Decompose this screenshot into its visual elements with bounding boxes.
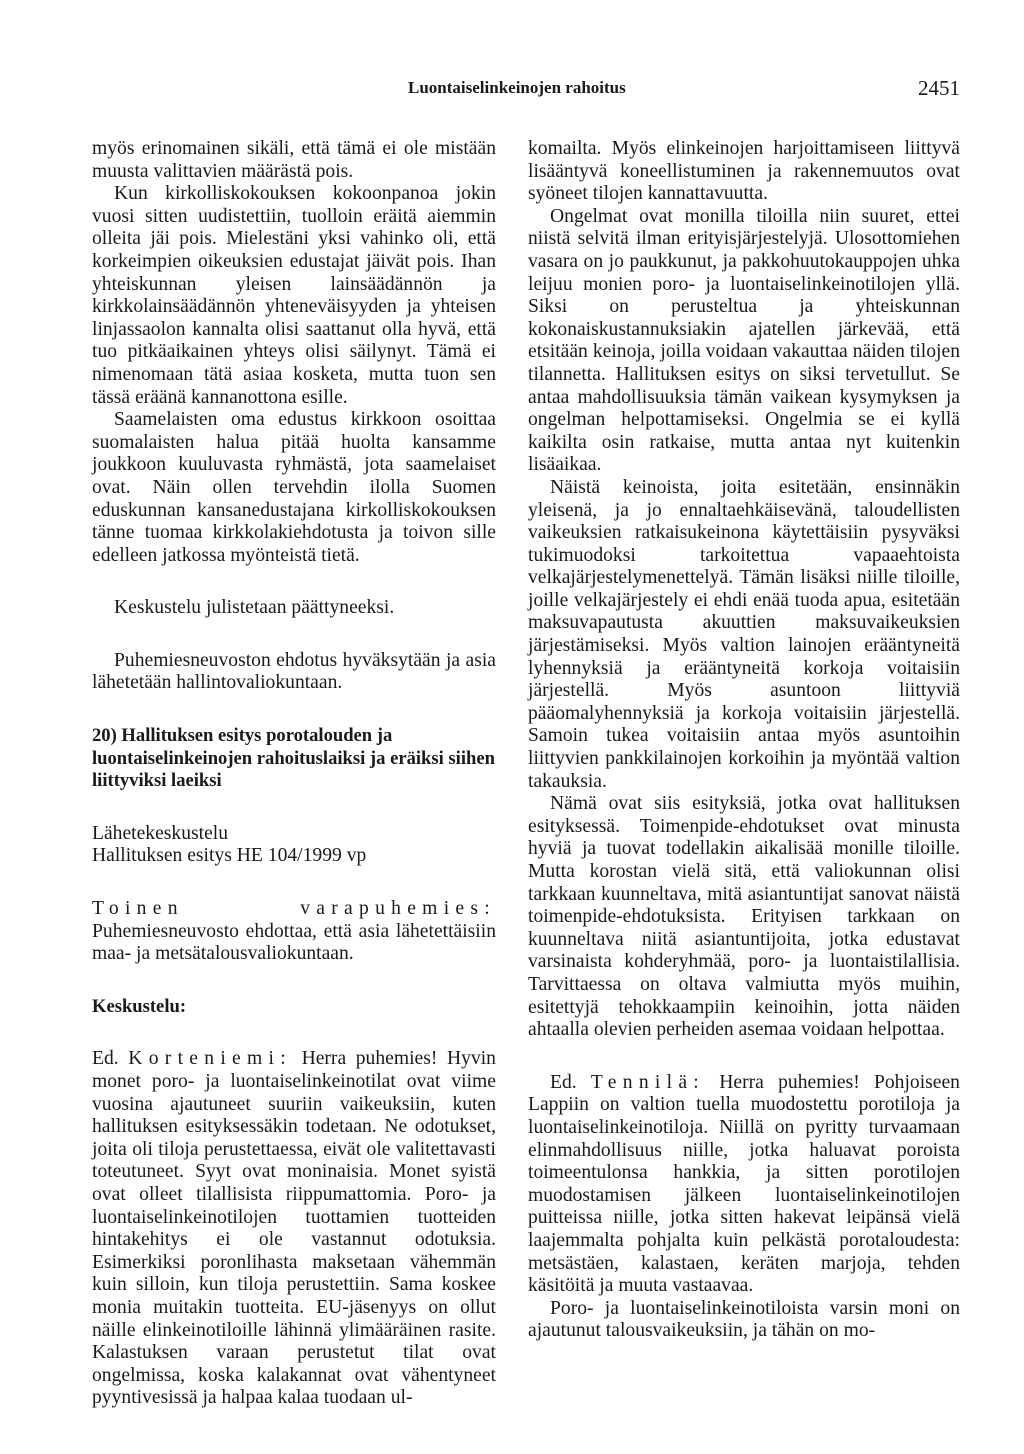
- paragraph: Nämä ovat siis esityksiä, jotka ovat hallituksen esityksessä. Toimenpide-ehdotukset ovat minusta hyviä ja tuovat todellakin aikalisää monille tiloille. Mutta korostan vielä sitä, että valiokunnan olisi tarkkaan kuunneltava, mitä asiantuntijat sanovat näistä toimenpide-ehdotuksista. Erityisen tarkkaan on kuunneltava niitä asiantuntijoita, jotka edustavat varsinaista kohderyhmää, poro- ja luontaistilallisia. Tarvittaessa on oltava valmiutta myös muihin, esitettyjä tehokkaampiin keinoihin, jotta näiden ahtaalla olevien perheiden asemaa voidaan helpottaa.: [528, 793, 960, 1041]
- item-reference: Hallituksen esitys HE 104/1999 vp: [92, 845, 367, 867]
- speaker-prefix: Ed.: [550, 1071, 577, 1093]
- agenda-item-heading: 20) Hallituksen esitys porotalouden ja luontaiselinkeinojen rahoituslaiksi ja eräiksi siihen liittyviksi laeiksi: [92, 725, 495, 792]
- running-head: Luontaiselinkeinojen rahoitus: [408, 78, 626, 97]
- item-type: Lähetekeskustelu: [92, 822, 229, 844]
- paragraph: Saamelaisten oma edustus kirkkoon osoittaa suomalaisten halua pitää huolta kansamme joukkoon kuuluvasta ryhmästä, jota saamelaiset ovat. Näin ollen tervehdin ilolla Suomen eduskunnan kansanedustajana kirkolliskokouksen tänne tuomaa kirkkolakiehdotusta ja toivon sille edelleen jatkossa myönteistä tietä.: [92, 409, 496, 566]
- paragraph: Ongelmat ovat monilla tiloilla niin suuret, ettei niistä selvitä ilman erityisjärjestelyjä. Ulosottomiehen vasara on jo paukkunut, ja pakkohuutokauppojen uhka leijuu monien poro- ja luontaiselinkeinotilojen yllä. Siksi on perusteltua ja yhteiskunnan kokonaiskustannuksiakin ajatellen järkevää, että etsitään keinoja, joilla voidaan vakauttaa näiden tilojen tilannetta. Hallituksen esitys on siksi tervetullut. Se antaa mahdollisuuksia tämän vaikean kysymyksen ja ongelman helpottamiseksi. Ongelmia se ei kyllä kaikilta osin ratkaise, mutta antaa nyt kuitenkin lisäaikaa.: [528, 205, 960, 476]
- speaker-text: Herra puhemies! Hyvin monet poro- ja luontaiselinkeinotilat ovat viime vuosina ajautuneet suuriin vaikeuksiin, kuten hallituksen esityksessäkin todetaan. Ne odotukset, joita oli tiloja perustettaessa, eivät ole valitettavasti toteutuneet. Syyt ovat moninaisia. Monet syistä ovat olleet tilallisista riippumattomia. Poro- ja luontaiselinkeinotilojen tuottamien tuotteiden hintakehitys ei ole vastannut odotuksia. Esimerkiksi poronlihasta maksetaan vähemmän kuin silloin, kun tiloja perustettiin. Sama koskee monia muitakin tuotteita. EU-jäsenyys on ollut näille elinkeinotiloille lähinnä ylimääräinen rasite. Kalastuksen varaan perustetut tilat ovat ongelmissa, koska kalakannat ovat vähentyneet pyyntivesissä ja halpaa kalaa tuodaan ul-: [92, 1048, 496, 1409]
- paragraph: Kun kirkolliskokouksen kokoonpanoa jokin vuosi sitten uudistettiin, tuolloin eräitä aiemmin olleita jäi pois. Mielestäni yksi vahinko oli, että korkeimpien oikeuksien edustajat jäivät pois. Ihan yhteiskunnan yleisen lainsäädännön ja kirkkolainsäädännön yhteneväisyyden ja yhteisen linjassaolon kannalta olisi saattanut olla hyvä, että tuo pitkäaikainen yhteys olisi säilynyt. Tämä ei nimenomaan tätä asiaa kosketa, mutta tuon sen tässä eräänä kannanottona esille.: [92, 183, 496, 408]
- left-column: [92, 138, 496, 1410]
- paragraph: Näistä keinoista, joita esitetään, ensinnäkin yleisenä, ja jo ennaltaehkäisevänä, taloudellisten vaikeuksien ratkaisukeinona käytettäisiin pysyväksi tukimuodoksi tarkoitettua vapaaehtoista velkajärjestelymenettelyä. Tämän lisäksi niille tiloille, joille velkajärjestely ei ehdi enää tuoda apua, esitetään maksuvapautusta akuuttien maksuvaikeuksien järjestämiseksi. Myös valtion lainojen erääntyneitä lyhennyksiä ja erääntyneitä korkoja voitaisiin järjestellä. Myös asuntoon liittyviä pääomalyhennyksiä ja korkoja voitaisiin järjestellä. Samoin tukea voitaisiin antaa myös asuntoihin liittyvien pankkilainojen korkoihin ja myöntää valtion takauksia.: [528, 476, 960, 792]
- speaker-role: Toinen varapuhemies:: [92, 898, 496, 920]
- discussion-closed-note: Keskustelu julistetaan päättyneeksi.: [114, 597, 395, 619]
- speaker-block: [528, 1072, 960, 1298]
- approval-note: Puhemiesneuvoston ehdotus hyväksytään ja asia lähetetään hallintovaliokuntaan.: [92, 649, 496, 694]
- speaker-block: [92, 898, 496, 966]
- speaker-name: Tennilä:: [590, 1071, 706, 1093]
- speaker-name: Korteniemi:: [128, 1048, 292, 1070]
- speaker-text: Herra puhemies! Pohjoiseen Lappiin on valtion tuella muodostettu porotiloja ja luontaiselinkeinotiloja. Niillä on pyritty turvaamaan elinmahdollisuus niille, jotka haluavat poroista toimeentulonsa hankkia, ja sitten porotilojen muodostamisen jälkeen luontaiselinkeinotilojen puitteissa niille, jotka sitten hakevat leipänsä vielä laajemmalta pohjalta kuin pelkästä porotaloudesta: metsästäen, kalastaen, keräten marjoja, tehden käsitöitä ja muuta vastaavaa.: [528, 1071, 960, 1297]
- paragraph: myös erinomainen sikäli, että tämä ei ole mistään muusta valittavien määrästä pois.: [92, 138, 496, 182]
- discussion-label: Keskustelu:: [92, 995, 187, 1017]
- speaker-block: [92, 1048, 496, 1410]
- page-number: 2451: [918, 76, 960, 100]
- speaker-text: Puhemiesneuvosto ehdottaa, että asia lähetettäisiin maa- ja metsätalousvaliokuntaan.: [92, 920, 496, 965]
- paragraph: Poro- ja luontaiselinkeinotiloista varsin moni on ajautunut talousvaikeuksiin, ja tähän on mo-: [528, 1297, 960, 1342]
- paragraph: komailta. Myös elinkeinojen harjoittamiseen liittyvä lisääntyvä koneellistuminen ja rakennemuutos ovat syöneet tilojen kannattavuutta.: [528, 138, 960, 205]
- speaker-prefix: Ed.: [92, 1048, 119, 1070]
- right-column: [528, 138, 960, 1343]
